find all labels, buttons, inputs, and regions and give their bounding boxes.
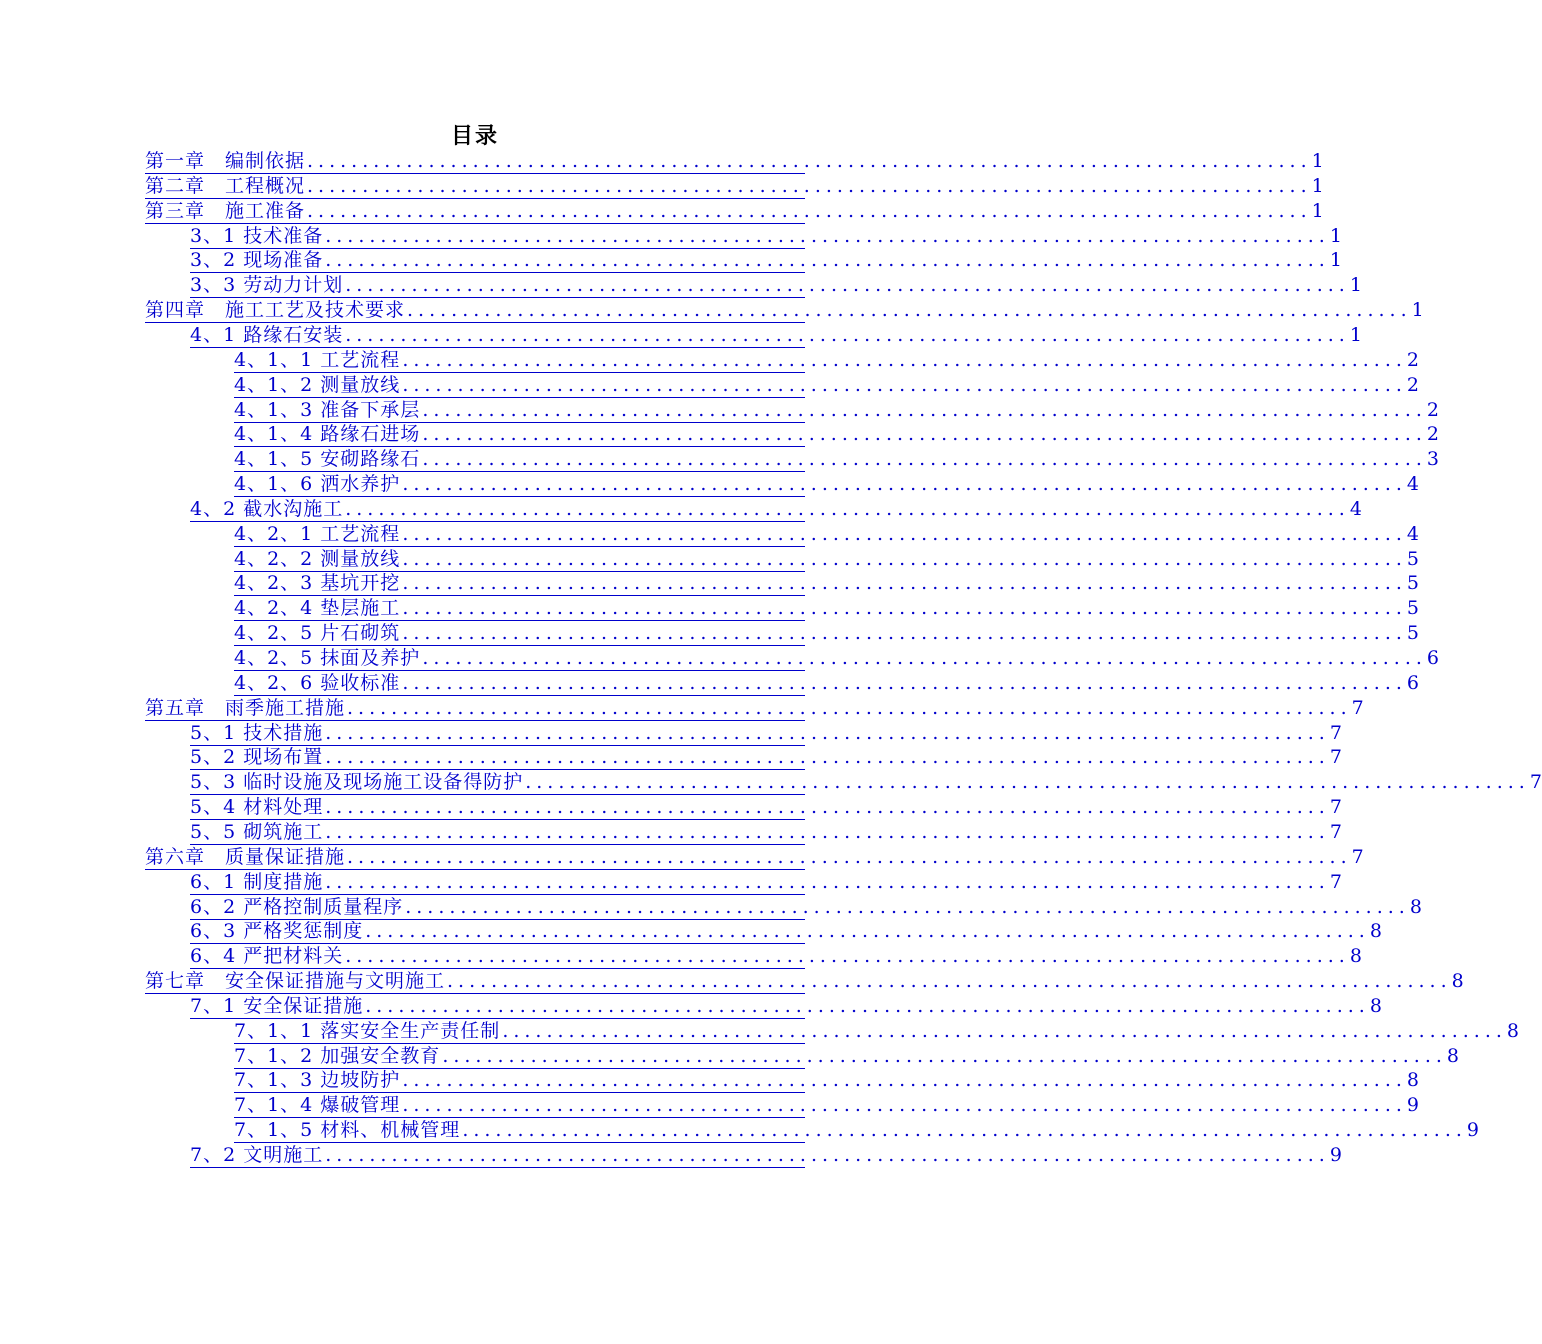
toc-entry-label: 3、1 技术准备 (190, 224, 324, 247)
toc-entry[interactable] (234, 1018, 1520, 1044)
toc-dot-leader: ........................................................................................... (442, 1044, 1447, 1067)
toc-entry[interactable] (190, 720, 1342, 746)
toc-entry-page-number: 8 (1506, 1019, 1520, 1042)
toc-entry-page-number: 7 (1329, 721, 1342, 744)
toc-dot-leader: ........................................................................................... (307, 199, 1312, 222)
toc-dot-leader: ........................................................................................... (325, 721, 1330, 744)
toc-entry-page-number: 8 (1369, 920, 1382, 943)
toc-entry-page-number: 1 (1349, 323, 1362, 346)
toc-entry-label: 7、2 文明施工 (190, 1144, 324, 1166)
toc-entry-label: 第七章 安全保证措施与文明施工 (145, 970, 446, 993)
toc-entry-page-number: 1 (1411, 299, 1424, 322)
toc-dot-leader: ........................................................................................... (402, 1094, 1407, 1117)
toc-dot-leader: ........................................................................................... (422, 448, 1427, 471)
toc-entry-label: 7、1、4 爆破管理 (234, 1094, 401, 1117)
toc-entry[interactable] (234, 570, 1420, 596)
toc-entry-page-number: 4 (1406, 473, 1420, 496)
toc-entry[interactable] (190, 943, 1362, 969)
toc-entry-page-number: 5 (1406, 622, 1420, 645)
toc-entry-label: 6、3 严格奖惩制度 (190, 920, 364, 943)
toc-entry[interactable] (234, 471, 1420, 497)
toc-entry-label: 4、2、4 垫层施工 (234, 597, 401, 620)
toc-entry-page-number: 9 (1329, 1144, 1342, 1166)
toc-entry-label: 5、5 砌筑施工 (190, 820, 324, 843)
toc-entry[interactable] (190, 272, 1362, 298)
toc-entry-label: 7、1、3 边坡防护 (234, 1069, 401, 1092)
toc-entry-page-number: 7 (1329, 870, 1342, 893)
toc-dot-leader: ........................................................................................... (402, 622, 1407, 645)
toc-entry-page-number: 1 (1329, 224, 1342, 247)
toc-title: 目录 (450, 123, 499, 149)
toc-entry-page-number: 2 (1406, 373, 1420, 396)
toc-entry[interactable] (190, 247, 1342, 273)
toc-entry[interactable] (234, 670, 1420, 696)
toc-entry-page-number: 8 (1409, 895, 1422, 918)
toc-entry-page-number: 7 (1329, 820, 1342, 843)
toc-dot-leader: ........................................................................................... (525, 771, 1530, 794)
toc-dot-leader: ........................................................................................... (402, 348, 1407, 371)
toc-entry-page-number: 4 (1406, 522, 1420, 545)
toc-dot-leader: ........................................................................................... (502, 1019, 1507, 1042)
toc-entry-label: 3、3 劳动力计划 (190, 274, 344, 297)
toc-dot-leader: ........................................................................................... (345, 274, 1350, 297)
toc-entry-page-number: 2 (1406, 348, 1420, 371)
toc-entry[interactable] (190, 744, 1342, 770)
toc-entry-label: 6、1 制度措施 (190, 870, 324, 893)
toc-entry[interactable] (145, 198, 1324, 224)
toc-dot-leader: ........................................................................................... (402, 572, 1407, 595)
toc-dot-leader: ........................................................................................... (402, 671, 1407, 694)
toc-entry[interactable] (190, 993, 1382, 1019)
toc-entry[interactable] (190, 322, 1362, 348)
toc-entry-page-number: 7 (1351, 696, 1364, 719)
toc-entry-label: 4、2、5 抹面及养护 (234, 647, 421, 669)
toc-entry-label: 4、1、6 洒水养护 (234, 473, 401, 496)
toc-entry[interactable] (234, 347, 1420, 373)
toc-entry-label: 第二章 工程概况 (145, 174, 306, 197)
toc-entry[interactable] (234, 446, 1440, 472)
toc-entry-label: 第一章 编制依据 (145, 150, 306, 172)
toc-entry[interactable] (145, 297, 1424, 323)
toc-entry-page-number: 2 (1426, 398, 1440, 421)
toc-entry-page-number: 8 (1369, 994, 1382, 1017)
toc-entry-page-number: 9 (1406, 1094, 1420, 1117)
toc-entry[interactable] (145, 148, 1324, 174)
toc-dot-leader: ........................................................................................... (325, 796, 1330, 819)
toc-entry[interactable] (190, 1142, 1342, 1168)
toc-entry-label: 5、4 材料处理 (190, 796, 324, 819)
toc-entry-page-number: 8 (1406, 1069, 1420, 1092)
toc-entry-label: 4、1、2 测量放线 (234, 373, 401, 396)
toc-dot-leader: ........................................................................................... (347, 845, 1352, 868)
toc-entry-page-number: 7 (1529, 771, 1542, 794)
toc-dot-leader: ........................................................................................... (325, 870, 1330, 893)
toc-entry[interactable] (190, 496, 1362, 522)
toc-entry[interactable] (234, 645, 1440, 671)
toc-entry-page-number: 1 (1311, 174, 1324, 197)
toc-entry[interactable] (190, 894, 1422, 920)
toc-entry-page-number: 4 (1349, 497, 1362, 520)
toc-entry-page-number: 7 (1329, 746, 1342, 769)
toc-entry[interactable] (190, 223, 1342, 249)
toc-entry-label: 5、2 现场布置 (190, 746, 324, 769)
toc-entry-label: 4、2、5 片石砌筑 (234, 622, 401, 645)
toc-entry-label: 7、1 安全保证措施 (190, 994, 364, 1017)
toc-entry-page-number: 5 (1406, 572, 1420, 595)
toc-dot-leader: ........................................................................................... (365, 920, 1370, 943)
toc-entry[interactable] (234, 397, 1440, 423)
toc-entry-page-number: 7 (1351, 845, 1364, 868)
toc-dot-leader: ........................................................................................... (422, 398, 1427, 421)
toc-entry-label: 4、1、1 工艺流程 (234, 348, 401, 371)
toc-entry-label: 4、2、3 基坑开挖 (234, 572, 401, 595)
toc-entry-page-number: 1 (1349, 274, 1362, 297)
toc-entry-page-number: 5 (1406, 547, 1420, 570)
toc-entry-page-number: 5 (1406, 597, 1420, 620)
toc-entry[interactable] (234, 1067, 1420, 1093)
toc-entry-page-number: 3 (1426, 448, 1440, 471)
toc-entry[interactable] (234, 521, 1420, 547)
toc-dot-leader: ........................................................................................... (407, 299, 1412, 322)
toc-entry[interactable] (234, 1092, 1420, 1118)
toc-dot-leader: ........................................................................................... (307, 174, 1312, 197)
toc-dot-leader: ........................................................................................... (402, 522, 1407, 545)
toc-dot-leader: ........................................................................................... (402, 373, 1407, 396)
toc-entry-page-number: 6 (1406, 671, 1420, 694)
toc-entry-label: 第五章 雨季施工措施 (145, 696, 346, 719)
toc-entry-page-number: 7 (1329, 796, 1342, 819)
toc-dot-leader: ........................................................................................... (325, 1144, 1330, 1166)
toc-entry-label: 第六章 质量保证措施 (145, 845, 346, 868)
toc-entry-page-number: 2 (1426, 423, 1440, 446)
toc-entry[interactable] (190, 918, 1382, 944)
toc-entry-page-number: 9 (1466, 1119, 1480, 1142)
toc-entry-page-number: 1 (1329, 249, 1342, 272)
toc-entry[interactable] (190, 769, 1542, 795)
toc-dot-leader: ........................................................................................... (325, 249, 1330, 272)
toc-entry[interactable] (234, 546, 1420, 572)
toc-dot-leader: ........................................................................................... (325, 224, 1330, 247)
toc-entry[interactable] (190, 869, 1342, 895)
toc-entry-page-number: 8 (1349, 945, 1362, 968)
toc-dot-leader: ........................................................................................... (422, 423, 1427, 446)
toc-entry[interactable] (190, 794, 1342, 820)
toc-entry-page-number: 1 (1311, 199, 1324, 222)
toc-entry[interactable] (234, 620, 1420, 646)
toc-entry-label: 4、1、4 路缘石进场 (234, 423, 421, 446)
toc-entry-page-number: 8 (1451, 970, 1464, 993)
toc-dot-leader: ........................................................................................... (462, 1119, 1467, 1142)
toc-entry-label: 5、1 技术措施 (190, 721, 324, 744)
toc-dot-leader: ........................................................................................... (345, 945, 1350, 968)
toc-entry-page-number: 1 (1311, 150, 1324, 172)
toc-dot-leader: ........................................................................................... (345, 497, 1350, 520)
toc-entry-label: 7、1、1 落实安全生产责任制 (234, 1019, 501, 1042)
toc-entry-label: 4、2、2 测量放线 (234, 547, 401, 570)
toc-entry[interactable] (234, 595, 1420, 621)
toc-dot-leader: ........................................................................................... (347, 696, 1352, 719)
toc-entry-label: 3、2 现场准备 (190, 249, 324, 272)
toc-dot-leader: ........................................................................................... (402, 597, 1407, 620)
toc-entry[interactable] (234, 1043, 1460, 1069)
toc-dot-leader: ........................................................................................... (365, 994, 1370, 1017)
toc-entry-label: 4、1 路缘石安装 (190, 323, 344, 346)
toc-entry-label: 第四章 施工工艺及技术要求 (145, 299, 406, 322)
toc-entry[interactable] (234, 421, 1440, 447)
toc-dot-leader: ........................................................................................... (325, 746, 1330, 769)
toc-dot-leader: ........................................................................................... (405, 895, 1410, 918)
toc-entry-label: 7、1、2 加强安全教育 (234, 1044, 441, 1067)
toc-entry[interactable] (145, 695, 1364, 721)
toc-entry-label: 4、2 截水沟施工 (190, 497, 344, 520)
toc-entry-label: 第三章 施工准备 (145, 199, 306, 222)
toc-entry[interactable] (234, 1117, 1480, 1143)
toc-dot-leader: ........................................................................................... (447, 970, 1452, 993)
toc-dot-leader: ........................................................................................... (345, 323, 1350, 346)
toc-entry-label: 7、1、5 材料、机械管理 (234, 1119, 461, 1142)
toc-entry-page-number: 8 (1446, 1044, 1460, 1067)
toc-entry-label: 4、2、6 验收标准 (234, 671, 401, 694)
toc-entry-page-number: 6 (1426, 647, 1440, 669)
toc-entry[interactable] (145, 968, 1464, 994)
toc-dot-leader: ........................................................................................... (402, 473, 1407, 496)
toc-entry-label: 4、2、1 工艺流程 (234, 522, 401, 545)
toc-entry-label: 6、4 严把材料关 (190, 945, 344, 968)
toc-dot-leader: ........................................................................................... (307, 150, 1312, 172)
toc-entry[interactable] (145, 844, 1364, 870)
toc-dot-leader: ........................................................................................... (402, 1069, 1407, 1092)
toc-entry-label: 4、1、5 安砌路缘石 (234, 448, 421, 471)
toc-entry[interactable] (234, 372, 1420, 398)
toc-entry-label: 4、1、3 准备下承层 (234, 398, 421, 421)
toc-entry-label: 6、2 严格控制质量程序 (190, 895, 404, 918)
toc-dot-leader: ........................................................................................... (325, 820, 1330, 843)
toc-entry-label: 5、3 临时设施及现场施工设备得防护 (190, 771, 524, 794)
toc-dot-leader: ........................................................................................... (422, 647, 1427, 669)
toc-dot-leader: ........................................................................................... (402, 547, 1407, 570)
toc-entry[interactable] (145, 173, 1324, 199)
toc-entry[interactable] (190, 819, 1342, 845)
